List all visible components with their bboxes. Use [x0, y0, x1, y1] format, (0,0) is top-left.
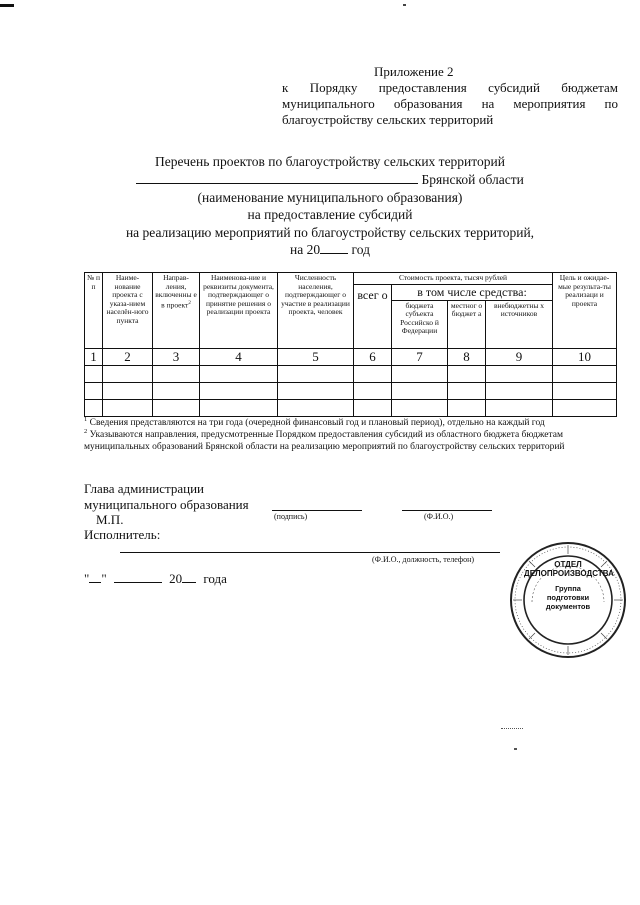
date-line: " " 20 года — [84, 571, 227, 586]
head-line2: муниципального образования — [84, 497, 249, 512]
heading-line4: на предоставление субсидий — [247, 207, 413, 222]
th-goal: Цель и ожидае-мые результа-ты реализаци и проекта — [553, 273, 617, 349]
scan-dash — [501, 728, 523, 730]
heading-line6 — [40, 241, 620, 259]
fio-caption: (Ф.И.О.) — [424, 512, 454, 521]
municipality-blank — [136, 171, 418, 184]
num-cell: 5 — [278, 348, 354, 365]
mp-label: М.П. — [96, 512, 124, 527]
scan-dot — [403, 4, 406, 6]
num-cell: 7 — [392, 348, 448, 365]
th-local: местног о бюджет а — [448, 300, 486, 348]
table-row — [85, 365, 617, 382]
scan-dot — [514, 748, 517, 750]
th-num: № п п — [85, 273, 103, 349]
fio-line — [402, 510, 492, 511]
heading-line2 — [40, 171, 620, 189]
th-including: в том числе средства: — [392, 284, 553, 300]
heading-line3: (наименование муниципального образования) — [197, 190, 463, 205]
podpis-caption: (подпись) — [274, 512, 308, 521]
th-docs: Наименова-ние и реквизиты документа, подтверждающег о принятие решения о реализации проекта — [200, 273, 278, 349]
th-extra: внебюджетны х источников — [486, 300, 553, 348]
corner-mark — [0, 4, 14, 7]
executor-label: Исполнитель: — [84, 527, 161, 542]
appendix-block — [282, 64, 618, 128]
year-suffix: год — [351, 242, 370, 257]
footnote-2: $^2$ Указываются направления, предусмотренные Порядком предоставления субсидий из областного бюджета бюджетам муниципальных образований Брянской области на реализацию мероприятий по благоустройству сельских территорий — [84, 428, 565, 452]
num-cell: 1 — [85, 348, 103, 365]
executor-line — [120, 552, 500, 553]
heading-line5: на реализацию мероприятий по благоустройству сельских территорий, — [125, 225, 535, 240]
appendix-title: Приложение 2 — [374, 64, 454, 79]
stamp-dept: ОТДЕЛ ДЕЛОПРОИЗВОДСТВА — [524, 560, 614, 578]
head-line1: Глава администрации — [84, 481, 205, 496]
signature-line — [272, 510, 362, 511]
heading-line1: Перечень проектов по благоустройству сельских территорий — [155, 154, 505, 169]
projects-table — [84, 272, 617, 417]
th-direction: Направ-ления, включенны е в проект$^2$ — [153, 273, 200, 349]
official-stamp — [508, 540, 628, 660]
num-cell: 8 — [448, 348, 486, 365]
th-population: Численность населения, подтверждающег о участие в реализации проекта, человек — [278, 273, 354, 349]
num-cell: 4 — [200, 348, 278, 365]
executor-caption: (Ф.И.О., должность, телефон) — [372, 555, 475, 564]
num-cell: 2 — [103, 348, 153, 365]
num-cell: 3 — [153, 348, 200, 365]
num-cell: 6 — [354, 348, 392, 365]
table-number-row — [85, 348, 617, 365]
table-header-row — [85, 273, 617, 285]
heading-region: Брянской области — [421, 172, 524, 187]
num-cell: 10 — [553, 348, 617, 365]
num-cell: 9 — [486, 348, 553, 365]
year-prefix: на 20 — [290, 242, 321, 257]
th-cost: Стоимость проекта, тысяч рублей — [354, 273, 553, 285]
th-name: Наиме-нование проекта с указа-нием населён-ного пункта — [103, 273, 153, 349]
year-blank — [320, 241, 348, 254]
stamp-text: Группа подготовки документов — [545, 584, 591, 611]
table-row — [85, 399, 617, 416]
th-total: всег о — [354, 284, 392, 348]
appendix-body: к Порядку предоставления субсидий бюджетам муниципального образования на мероприятия по благоустройству сельских территорий — [282, 80, 618, 127]
table-row — [85, 382, 617, 399]
footnote-1: $^1$ Сведения представляются на три года (очередной финансовый год и плановый период), отдельно на каждый год — [84, 416, 545, 428]
th-regional: бюджета субъекта Российско й Федерации — [392, 300, 448, 348]
